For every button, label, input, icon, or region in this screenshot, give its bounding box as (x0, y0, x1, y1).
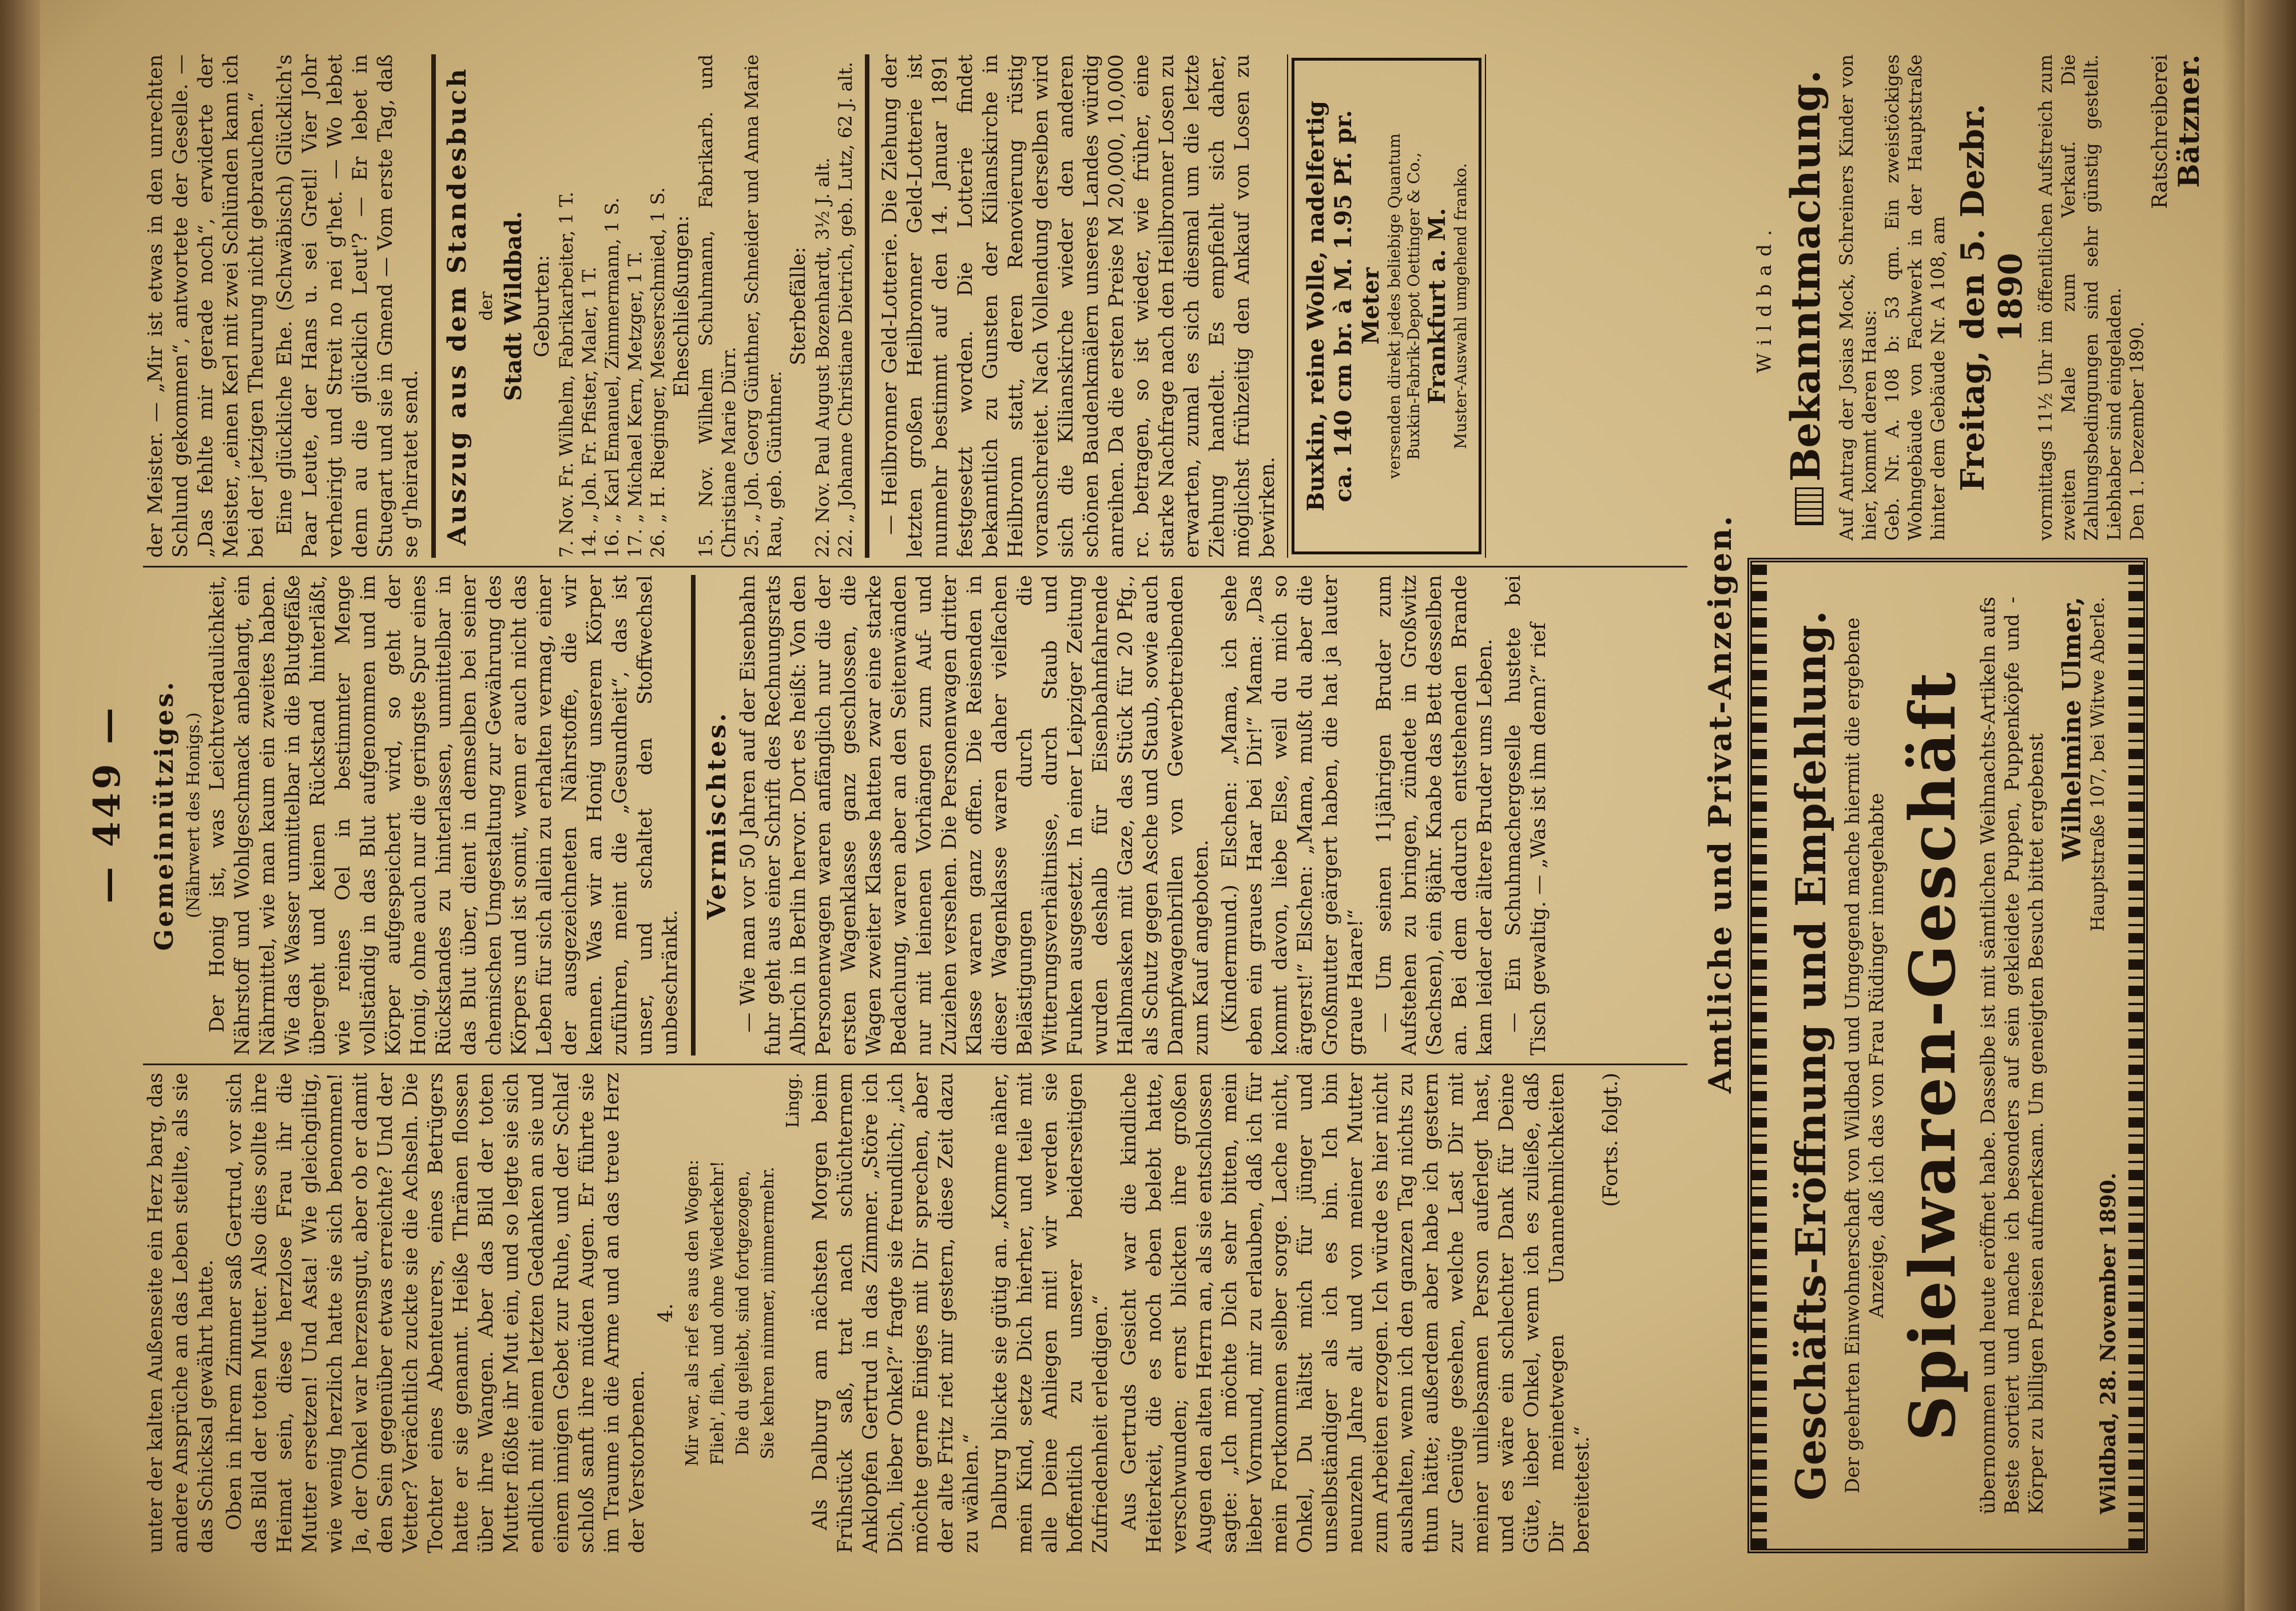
ad-price: ca. 140 cm br. à M. 1.95 Pf. pr. Meter (1330, 110, 1384, 502)
section-divider (431, 54, 436, 558)
notice-office: Ratschreiberei (2148, 54, 2172, 209)
advertisements-section (1702, 54, 2206, 1553)
ad-signature: Wilhelmine Ulmer, (2057, 597, 2087, 862)
ad-intro: Der geehrten Einwohnerschaft von Wildbad und Umgegend mache hiermit die ergebene Anzeige, daß ich das von Frau Rüdinger innegehabte (1841, 617, 1888, 1494)
ad-body: übernommen und heute eröffnet habe. Dasselbe ist mit sämtlichen Weihnachts-Artikeln aufs Beste sortiert und mache ich besonders auf sein gekleidete Puppen, Puppenköpfe und -Körper zu billigen Preisen aufmerksam. Um geneigten Besuch bittet ergebenst (1977, 597, 2048, 1514)
advertisements-heading: Amtliche und Privat-Anzeigen. (1702, 514, 1738, 1094)
ad-city: Frankfurt a. M. (1424, 208, 1451, 404)
toy-shop-advertisement (1747, 558, 2148, 1553)
story-paragraph: unter der kalten Außenseite ein Herz barg, das andere Ansprüche an das Leben stellte, als sie das Schicksal gewährt hatte. (144, 1073, 217, 1553)
article-paragraph: Der Honig ist, was Leichtverdaulichkeit, Nährstoff und Wohlgeschmack anbelangt, ein Nährmittel, wie man kaum ein zweites haben. Wie das Wasser unmittelbar in die Blutgefäße übergeht und keinen Rückstand hinterläßt, wie reines Oel in bestimmter Menge vollständig in das Blut aufgenommen und im Körper aufgespeichert wird, so geht der Honig, ohne auch nur die geringste Spur eines Rückstandes zu hinterlassen, unmittelbar in das Blut über, dient in demselben bei seiner chemischen Umgestaltung zur Gewährung des Körpers und ist somit, wenn er auch nicht das Leben für sich allein zu erhalten vermag, einer der ausgezeichneten Nährstoffe, die wir kennen. Was wir an Honig unserem Körper zuführen, meint die „Gesundheit“, das ist unser, und schaltet den Stoffwechsel unbeschränkt. (206, 575, 682, 1056)
birth-entry: 17. „ Michael Kern, Metzger, 1 T. (624, 251, 646, 558)
notice-town: Wildbad. (1753, 221, 1776, 374)
article-paragraph: — Ein Schuhmachergeselle hustete bei Tisch gewaltig. — „Was ist ihm denn?“ rief (1502, 575, 1550, 1056)
continued-note: (Forts. folgt.) (1599, 1073, 1622, 1207)
section-divider (865, 54, 869, 558)
poem-author: Lingg. (783, 1073, 803, 1128)
right-page-edge (2245, 0, 2296, 1611)
ad-line: versenden direkt jedes beliebige Quantum (1385, 133, 1404, 479)
birth-entry: 26. „ H. Rieginger, Messerschmied, 1 S. (647, 187, 669, 558)
article-subtitle: (Nährwert des Honigs.) (184, 712, 204, 918)
birth-entry: 14. „ Joh. Fr. Pfister, Maler, 1 T. (578, 267, 600, 558)
house-icon (1795, 487, 1824, 525)
official-notice (1753, 54, 2206, 541)
births-heading: Geburten: (531, 255, 554, 358)
ad-address: Hauptstraße 107, bei Witwe Aberle. (2087, 597, 2108, 932)
story-paragraph: Dalburg blickte sie gütig an. „Komme näher, mein Kind, setze Dich hierher, und teile mit alle Deine Anliegen mit! wir werden sie hoffentlich zu unserer beiderseitigen Zufriedenheit erledigen.“ (988, 1073, 1112, 1553)
column-registry (143, 54, 1687, 558)
page-number: — 449 — (86, 704, 129, 904)
article-paragraph: — Wie man vor 50 Jahren auf der Eisenbahn fuhr geht aus einer Schrift des Rechnungsrats Albrich in Berlin hervor. Dort es heißt: Von den Personenwagen waren anfänglich nur die der ersten Wagenklasse ganz geschlossen, die Wagen zweiter Klasse hatten zwar eine starke Bedachung, waren aber an den Seitenwänden nur mit leinenen Vorhängen zum Auf- und Zuziehen versehen. Die Personenwagen dritter Klasse waren ganz offen. Die Reisenden in dieser Wagenklasse waren daher vielfachen Belästigungen durch die Witterungsverhältnisse, durch Staub und Funken ausgesetzt. In einer Leipziger Zeitung wurden deshalb für Eisenbahnfahrende Halbmasken mit Gaze, das Stück für 20 Pfg., als Schutz gegen Asche und Staub, sowie auch Dampfwagenbrillen von Gewerbetreibenden zum Kauf angeboten. (737, 575, 1213, 1056)
poem-line: Mir war, als rief es aus den Wogen: (682, 1159, 702, 1467)
story-paragraph: Oben in ihrem Zimmer saß Gertrud, vor sich das Bild der toten Mutter. Also dies sollte ihre Heimat sein, diese herzlose Frau ihr die Mutter ersetzen! Und Asta! Wie gleichgiltig, wie wenig herzlich hatte sie sich benommen! Ja, der Onkel war herzensgut, aber ob er damit den Sein gegenüber etwas erreichte? Und der Vetter? Verächtlich zuckte sie die Achseln. Die Tochter eines Abenteurers, eines Betrügers hatte er sie genannt. Heiße Thränen flossen über ihre Wangen. Aber das Bild der toten Mutter flößte ihr Mut ein, und so legte sie sich endlich mit einem letzten Gedanken an sie und einem innigen Gebet zur Ruhe, und der Schlaf schloß sanft ihre müden Augen. Er führte sie im Traume in die Arme und an das treue Herz der Verstorbenen. (223, 1073, 649, 1553)
marriage-entry: 25. „ Joh. Georg Günthner, Schneider und Anna Marie Rau, geb. Günthner. (741, 54, 785, 558)
section-heading-gemeinnuetziges: Gemeinnütziges. (150, 680, 179, 951)
chapter-number: 4. (654, 1303, 677, 1323)
story-paragraph: Aus Gertruds Gesicht war die kindliche Heiterkeit, die es noch eben belebt hatte, verschwunden; ernst blickten ihre großen Augen den alten Herrn an, als sie entschlossen sagte: „Ich möchte Dich sehr bitten, mein lieber Vormund, mir zu erlauben, daß ich für mein Fortkommen selber sorge. Lache nicht, Onkel, Du hältst mich für jünger und unselbständiger als ich es bin. Ich bin neunzehn Jahre alt und von meiner Mutter zum Arbeiten erzogen. Ich würde es hier nicht aushalten, wenn ich den ganzen Tag nichts zu thun hätte; außerdem aber habe ich gestern zur Genüge gesehen, welche Last Dir mit meiner unliebsamen Person auferlegt hast, und es wäre ein schlechter Dank für Deine Güte, lieber Onkel, wenn ich es zuließe, daß Dir meinetwegen Unannehmlichkeiten bereitetest.“ (1118, 1073, 1594, 1553)
article-paragraph: der Meister. — „Mir ist etwas in den unrechten Schlund gekommen“, antwortete der Geselle. — „Das fehlte mir gerade noch“, erwiderte der Meister, „einen Kerl mit zwei Schlünden kann ich bei der jetzigen Theurung nicht gebrauchen.“ (144, 54, 268, 558)
lottery-paragraph: — Heilbronner Geld-Lotterie. Die Ziehung der letzten großen Heilbronner Geld-Lotterie ist nunmehr bestimmt auf den 14. Januar 1891 festgesetzt worden. Die Lotterie findet bekanntlich zu Gunsten der Kilianskirche in Heilbronn statt, deren Renovierung rüstig voranschreitet. Nach Vollendung derselben wird sich die Kilianskirche wieder den anderen schönen Baudenkmälern unseres Landes würdig anreihen. Da die ersten Preise M 20,000, 10,000 rc. betragen, so ist wieder, wie früher, eine starke Nachfrage nach den Heilbronner Losen zu erwarten, zumal es sich diesmal um die letzte Ziehung handelt. Es empfiehlt sich daher, möglichst frühzeitig den Ankauf von Losen zu bewirken. (879, 54, 1279, 558)
birth-entry: 16. „ Karl Emanuel, Zimmermann, 1 S. (601, 197, 623, 558)
notice-text: Auf Antrag der Josias Mock, Schreiners Kinder von hier, kommt deren Haus: (1836, 54, 1880, 541)
marriage-entry: 15. Nov. Wilhelm Schuhmann, Fabrikarb. und Christiane Marie Dürr. (695, 54, 740, 558)
book-spine-shadow (2222, 0, 2245, 1611)
birth-entry: 7. Nov. Fr. Wilhelm, Fabrikarbeiter, 1 T. (555, 192, 577, 558)
column-serial-story (143, 1073, 1687, 1553)
column-miscellany (143, 575, 1687, 1056)
ornament-border (2128, 562, 2143, 1549)
poem-paragraph: Eine glückliche Ehe. (Schwäbisch) Glücklich's Paar Leute, der Hans u. sei Gretl! Vier Johr verheirigt und Streit no nei g'het. — Wo lebet denn au die glücklich Leut'? — Er lebet in Stuegart und sie in Gmend — Vom erste Tag, daß se g'heiratet send. (273, 54, 422, 558)
article-paragraph: — Um seinen 11jährigen Bruder zum Aufstehen zu bringen, zündete in Großwitz (Sachsen), ein 8jähr. Knabe das Bett desselben an. Bei dem dadurch entstehenden Brande kam leider der ältere Bruder ums Leben. (1373, 575, 1496, 1056)
ad-line: Muster-Auswahl umgehend franko. (1451, 162, 1470, 450)
poem-line: Flieh', flieh, und ohne Wiederkehr! (708, 1160, 728, 1466)
section-heading-vermischtes: Vermischtes. (702, 711, 732, 920)
registry-heading-der: der (476, 291, 496, 321)
notice-date: Freitag, den 5. Dezbr. 1890 (1954, 104, 2029, 491)
article-paragraph: (Kindermund.) Elschen: „Mama, ich sehe eben ein graues Haar bei Dir!“ Mama: „Das kommt davon, liebe Else, weil du mich so ärgerst!“ Elschen: „Mama, mußt du aber die Großmutter geärgert haben, die hat ja lauter graue Haare!“ (1218, 575, 1367, 1056)
ad-line: Buxkin, reine Wolle, nadelfertig (1302, 101, 1329, 511)
column-rule (143, 1064, 1687, 1065)
notice-title-text: Bekanntmachung. (1782, 70, 1829, 482)
ad-shop-name: Spielwaren-Geschäft (1896, 670, 1969, 1441)
ad-heading: Geschäfts-Eröffnung und Empfehlung. (1786, 610, 1835, 1501)
newspaper-page (80, 31, 2206, 1576)
notice-text: vormittags 11½ Uhr im öffentlichen Aufstreich zum zweiten Male zum Verkauf. Die Zahlungsbedingungen sind sehr günstig gestellt. Liebhaber sind eingeladen. (2035, 54, 2125, 541)
death-entry: 22. „ Johanne Christiane Dietrich, geb. Lutz, 62 J. alt. (835, 61, 856, 558)
buxkin-advertisement (1292, 58, 1481, 554)
death-entry: 22. Nov. Paul August Bozenhardt, 3½ J. alt. (812, 157, 833, 558)
registry-town: Stadt Wildbad. (500, 211, 527, 402)
section-divider (691, 575, 696, 1056)
deaths-heading: Sterbefälle: (787, 247, 810, 366)
article-columns (143, 54, 1687, 1553)
poem-line: Sie kehren nimmer, nimmermehr. (758, 1166, 778, 1459)
notice-signature: Bätzner. (2172, 54, 2206, 188)
registry-heading: Auszug aus dem Standesbuch (443, 66, 472, 546)
notice-text: Den 1. Dezember 1890. (2126, 321, 2148, 541)
ornament-border (1752, 562, 1767, 1549)
notice-text: Geb. Nr. A. 108 b: 53 qm. Ein zweistöckiges Wohngebäude von Fachwerk in der Hauptstraße hinter dem Gebäude Nr. A 108, am (1881, 54, 1949, 541)
ad-line: Buxkin-Fabrik-Depot Oettinger & Co., (1404, 152, 1423, 460)
column-rule (143, 566, 1687, 568)
ad-date: Wildbad, 28. November 1890. (2096, 1172, 2120, 1514)
notice-title (1782, 54, 1829, 541)
story-paragraph: Als Dalburg am nächsten Morgen beim Frühstück saß, trat nach schüchternem Anklopfen Gertrud in das Zimmer. „Störe ich Dich, lieber Onkel?“ fragte sie freundlich; „ich möchte gerne Einiges mit Dir sprechen, aber der alte Fritz riet mir gestern, diese Zeit dazu zu wählen.“ (809, 1073, 983, 1553)
left-page-edge (0, 0, 40, 1611)
marriages-heading: Eheschließungen: (670, 215, 693, 397)
poem-line: Die du geliebt, sind fortgezogen, (733, 1170, 753, 1456)
